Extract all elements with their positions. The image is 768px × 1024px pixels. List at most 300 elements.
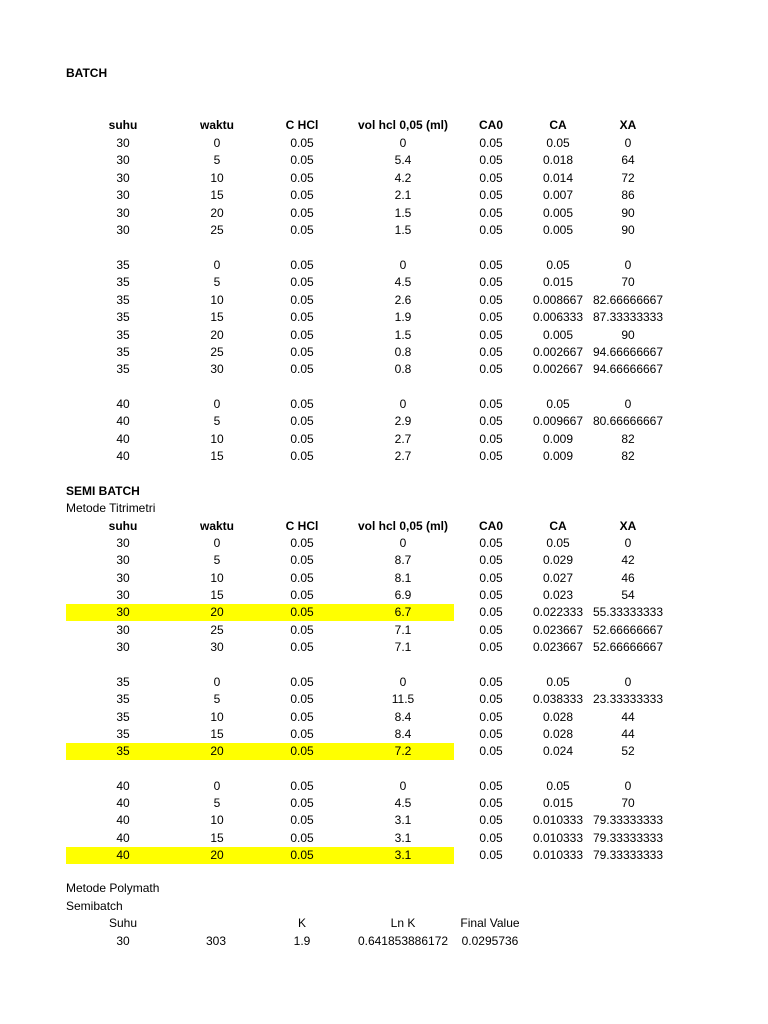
cell-vol-hcl: 0.8 xyxy=(394,362,412,376)
cell-waktu: 5 xyxy=(213,414,221,428)
table-row xyxy=(0,691,768,708)
cell-ca: 0.014 xyxy=(542,171,574,185)
table-row xyxy=(0,344,768,361)
cell-suhu: 30 xyxy=(116,188,130,202)
cell-waktu: 15 xyxy=(210,588,224,602)
cell-c-hcl: 0.05 xyxy=(290,136,314,150)
cell-vol-hcl: 7.1 xyxy=(394,640,412,654)
cell-xa: 52.66666667 xyxy=(592,640,664,654)
table-row xyxy=(0,812,768,829)
cell-ca0: 0.05 xyxy=(479,553,503,567)
cell-xa: 79.33333333 xyxy=(592,831,664,845)
cell-c-hcl: 0.05 xyxy=(290,571,314,585)
cell-ca0: 0.05 xyxy=(479,710,503,724)
cell-waktu: 10 xyxy=(210,813,224,827)
cell-waktu: 5 xyxy=(213,553,221,567)
cell-vol-hcl: 0 xyxy=(399,779,407,793)
cell-c-hcl: 0.05 xyxy=(290,223,314,237)
cell-xa: 82.66666667 xyxy=(592,293,664,307)
table-row xyxy=(0,187,768,204)
cell-vol-hcl: 7.1 xyxy=(394,623,412,637)
cell-vol-hcl: 4.2 xyxy=(394,171,412,185)
cell-waktu: 30 xyxy=(210,640,224,654)
cell-xa: 86 xyxy=(621,188,635,202)
cell-suhu: 40 xyxy=(116,449,130,463)
polymath-row xyxy=(0,933,768,950)
table-row xyxy=(0,830,768,847)
cell-xa: 55.33333333 xyxy=(592,605,664,619)
cell-xa: 0 xyxy=(624,779,632,793)
header-vol-hcl: vol hcl 0,05 (ml) xyxy=(357,519,449,533)
cell-vol-hcl: 11.5 xyxy=(391,692,415,706)
header-k: K xyxy=(297,916,306,930)
cell-waktu: 15 xyxy=(210,310,224,324)
cell-ca: 0.009 xyxy=(542,432,574,446)
cell-c-hcl: 0.05 xyxy=(290,258,314,272)
cell-ca: 0.010333 xyxy=(532,813,584,827)
cell-suhu: 40 xyxy=(116,432,130,446)
cell-c-hcl: 0.05 xyxy=(290,536,314,550)
cell-ca0: 0.05 xyxy=(479,831,503,845)
cell-ca: 0.008667 xyxy=(532,293,584,307)
cell-ca0: 0.05 xyxy=(479,675,503,689)
cell-c-hcl: 0.05 xyxy=(290,553,314,567)
cell-c-hcl: 0.05 xyxy=(290,362,314,376)
table-row xyxy=(0,570,768,587)
table-row xyxy=(0,222,768,239)
cell-xa: 90 xyxy=(621,328,635,342)
cell-ca0: 0.05 xyxy=(479,813,503,827)
cell-suhu: 30 xyxy=(116,640,130,654)
cell-ca0: 0.05 xyxy=(479,310,503,324)
cell-waktu: 15 xyxy=(210,727,224,741)
table-row xyxy=(0,292,768,309)
cell-ca0: 0.05 xyxy=(479,640,503,654)
cell-xa: 72 xyxy=(621,171,635,185)
cell-ln-k: 0.641853886172 xyxy=(357,934,449,948)
semibatch-header-row xyxy=(0,518,768,535)
cell-vol-hcl: 8.4 xyxy=(394,710,412,724)
cell-ca: 0.022333 xyxy=(532,605,584,619)
cell-xa: 70 xyxy=(621,796,635,810)
cell-suhu: 35 xyxy=(116,675,130,689)
cell-ca: 0.023667 xyxy=(532,623,584,637)
cell-c-hcl: 0.05 xyxy=(290,588,314,602)
cell-c-hcl: 0.05 xyxy=(290,345,314,359)
table-row xyxy=(0,674,768,691)
header-c-hcl: C HCl xyxy=(285,519,319,533)
table-row xyxy=(0,413,768,430)
cell-vol-hcl: 0 xyxy=(399,258,407,272)
cell-xa: 94.66666667 xyxy=(592,345,664,359)
cell-vol-hcl: 0 xyxy=(399,675,407,689)
cell-suhu: 30 xyxy=(116,623,130,637)
cell-c-hcl: 0.05 xyxy=(290,744,314,758)
cell-ca0: 0.05 xyxy=(479,727,503,741)
cell-xa: 0 xyxy=(624,136,632,150)
cell-ca0: 0.05 xyxy=(479,449,503,463)
table-row xyxy=(0,847,768,864)
table-row xyxy=(0,795,768,812)
cell-suhu: 40 xyxy=(116,397,130,411)
cell-ca: 0.028 xyxy=(542,710,574,724)
cell-xa: 90 xyxy=(621,206,635,220)
cell-waktu: 0 xyxy=(213,258,221,272)
cell-ca0: 0.05 xyxy=(479,153,503,167)
cell-waktu: 5 xyxy=(213,692,221,706)
cell-vol-hcl: 3.1 xyxy=(394,831,412,845)
table-row xyxy=(0,396,768,413)
cell-vol-hcl: 2.6 xyxy=(394,293,412,307)
cell-waktu: 10 xyxy=(210,171,224,185)
header-vol-hcl: vol hcl 0,05 (ml) xyxy=(357,118,449,132)
table-row xyxy=(0,274,768,291)
cell-vol-hcl: 0.8 xyxy=(394,345,412,359)
cell-waktu: 15 xyxy=(210,449,224,463)
semibatch-method-label: Metode Titrimetri xyxy=(66,501,156,515)
cell-suhu: 30 xyxy=(116,588,130,602)
cell-ca0: 0.05 xyxy=(479,136,503,150)
cell-ca0: 0.05 xyxy=(479,206,503,220)
cell-ca0: 0.05 xyxy=(479,345,503,359)
cell-vol-hcl: 2.9 xyxy=(394,414,412,428)
cell-suhu: 35 xyxy=(116,275,130,289)
table-row xyxy=(0,622,768,639)
semibatch-title: SEMI BATCH xyxy=(66,484,140,498)
cell-c-hcl: 0.05 xyxy=(290,206,314,220)
table-row xyxy=(0,448,768,465)
cell-xa: 80.66666667 xyxy=(592,414,664,428)
cell-c-hcl: 0.05 xyxy=(290,710,314,724)
cell-ca0: 0.05 xyxy=(479,692,503,706)
cell-suhu: 40 xyxy=(116,414,130,428)
cell-vol-hcl: 3.1 xyxy=(394,813,412,827)
header-c-hcl: C HCl xyxy=(285,118,319,132)
cell-c-hcl: 0.05 xyxy=(290,153,314,167)
cell-suhu: 40 xyxy=(116,848,130,862)
cell-ca: 0.009667 xyxy=(532,414,584,428)
cell-vol-hcl: 3.1 xyxy=(394,848,412,862)
cell-waktu: 20 xyxy=(210,848,224,862)
cell-waktu: 20 xyxy=(210,328,224,342)
cell-c-hcl: 0.05 xyxy=(290,328,314,342)
cell-xa: 0 xyxy=(624,675,632,689)
table-row xyxy=(0,309,768,326)
batch-title: BATCH xyxy=(66,66,108,80)
cell-vol-hcl: 0 xyxy=(399,536,407,550)
cell-suhu: 35 xyxy=(116,310,130,324)
cell-waktu: 20 xyxy=(210,206,224,220)
cell-xa: 23.33333333 xyxy=(592,692,664,706)
cell-ca0: 0.05 xyxy=(479,605,503,619)
cell-ca0: 0.05 xyxy=(479,258,503,272)
cell-xa: 64 xyxy=(621,153,635,167)
table-row xyxy=(0,587,768,604)
cell-ca: 0.005 xyxy=(542,206,574,220)
cell-xa: 52.66666667 xyxy=(592,623,664,637)
cell-c-hcl: 0.05 xyxy=(290,188,314,202)
cell-c-hcl: 0.05 xyxy=(290,813,314,827)
cell-suhu: 30 xyxy=(116,553,130,567)
cell-waktu: 20 xyxy=(210,605,224,619)
cell-ca0: 0.05 xyxy=(479,588,503,602)
cell-xa: 94.66666667 xyxy=(592,362,664,376)
polymath-title: Metode Polymath xyxy=(66,881,160,895)
header-empty xyxy=(176,915,256,932)
header-ln-k: Ln K xyxy=(390,916,416,930)
cell-ca: 0.028 xyxy=(542,727,574,741)
cell-suhu: 35 xyxy=(116,692,130,706)
table-row xyxy=(0,257,768,274)
cell-suhu: 30 xyxy=(116,571,130,585)
cell-ca: 0.05 xyxy=(546,675,570,689)
cell-xa: 82 xyxy=(621,432,635,446)
cell-ca0: 0.05 xyxy=(479,536,503,550)
cell-waktu: 20 xyxy=(210,744,224,758)
cell-ca: 0.038333 xyxy=(532,692,584,706)
cell-ca: 0.005 xyxy=(542,328,574,342)
cell-k: 1.9 xyxy=(293,934,311,948)
cell-waktu: 15 xyxy=(210,188,224,202)
table-row xyxy=(0,535,768,552)
cell-ca0: 0.05 xyxy=(479,397,503,411)
cell-ca0: 0.05 xyxy=(479,779,503,793)
cell-xa: 79.33333333 xyxy=(592,848,664,862)
cell-ca: 0.023 xyxy=(542,588,574,602)
cell-xa: 54 xyxy=(621,588,635,602)
cell-final-value: 0.0295736 xyxy=(461,934,519,948)
cell-ca0: 0.05 xyxy=(479,293,503,307)
header-ca0: CA0 xyxy=(478,519,503,533)
cell-ca0: 0.05 xyxy=(479,623,503,637)
cell-ca0: 0.05 xyxy=(479,848,503,862)
cell-vol-hcl: 7.2 xyxy=(394,744,412,758)
cell-ca: 0.018 xyxy=(542,153,574,167)
table-row xyxy=(0,135,768,152)
header-ca: CA xyxy=(549,519,567,533)
cell-c-hcl: 0.05 xyxy=(290,310,314,324)
polymath-subtitle: Semibatch xyxy=(66,899,123,913)
cell-vol-hcl: 4.5 xyxy=(394,796,412,810)
cell-vol-hcl: 4.5 xyxy=(394,275,412,289)
cell-suhu: 35 xyxy=(116,362,130,376)
cell-vol-hcl: 2.7 xyxy=(394,432,412,446)
cell-ca: 0.006333 xyxy=(532,310,584,324)
cell-suhu: 30 xyxy=(116,223,130,237)
table-row xyxy=(0,552,768,569)
cell-waktu: 0 xyxy=(213,536,221,550)
polymath-header-row xyxy=(0,915,768,932)
cell-c-hcl: 0.05 xyxy=(290,397,314,411)
cell-suhu: 35 xyxy=(116,710,130,724)
cell-c-hcl: 0.05 xyxy=(290,675,314,689)
cell-c-hcl: 0.05 xyxy=(290,796,314,810)
cell-ca0: 0.05 xyxy=(479,362,503,376)
header-ca0: CA0 xyxy=(478,118,503,132)
cell-ca: 0.015 xyxy=(542,275,574,289)
table-row xyxy=(0,778,768,795)
cell-c-hcl: 0.05 xyxy=(290,275,314,289)
cell-xa: 44 xyxy=(621,710,635,724)
cell-suhu: 35 xyxy=(116,293,130,307)
cell-ca0: 0.05 xyxy=(479,796,503,810)
cell-ca: 0.002667 xyxy=(532,362,584,376)
header-ca: CA xyxy=(549,118,567,132)
table-row xyxy=(0,327,768,344)
header-waktu: waktu xyxy=(199,118,234,132)
cell-xa: 70 xyxy=(621,275,635,289)
cell-waktu: 25 xyxy=(210,223,224,237)
cell-suhu: 30 xyxy=(116,605,130,619)
cell-xa: 79.33333333 xyxy=(592,813,664,827)
cell-waktu: 10 xyxy=(210,293,224,307)
cell-ca: 0.023667 xyxy=(532,640,584,654)
cell-waktu: 5 xyxy=(213,275,221,289)
cell-c-hcl: 0.05 xyxy=(290,449,314,463)
cell-waktu: 10 xyxy=(210,432,224,446)
cell-c-hcl: 0.05 xyxy=(290,848,314,862)
cell-c-hcl: 0.05 xyxy=(290,432,314,446)
cell-waktu: 0 xyxy=(213,136,221,150)
cell-waktu: 5 xyxy=(213,796,221,810)
table-row xyxy=(0,152,768,169)
header-xa: XA xyxy=(619,118,637,132)
cell-vol-hcl: 8.4 xyxy=(394,727,412,741)
cell-vol-hcl: 5.4 xyxy=(394,153,412,167)
cell-waktu: 30 xyxy=(210,362,224,376)
cell-vol-hcl: 8.1 xyxy=(394,571,412,585)
cell-vol-hcl: 6.7 xyxy=(394,605,412,619)
cell-vol-hcl: 1.5 xyxy=(394,328,412,342)
cell-waktu: 25 xyxy=(210,623,224,637)
cell-ca: 0.010333 xyxy=(532,848,584,862)
cell-c-hcl: 0.05 xyxy=(290,779,314,793)
cell-vol-hcl: 1.5 xyxy=(394,206,412,220)
cell-suhu: 35 xyxy=(116,345,130,359)
cell-ca: 0.027 xyxy=(542,571,574,585)
cell-xa: 0 xyxy=(624,397,632,411)
header-suhu: Suhu xyxy=(108,916,138,930)
cell-ca: 0.05 xyxy=(546,779,570,793)
cell-vol-hcl: 0 xyxy=(399,397,407,411)
cell-c-hcl: 0.05 xyxy=(290,605,314,619)
table-row xyxy=(0,205,768,222)
cell-ca: 0.05 xyxy=(546,397,570,411)
cell-ca0: 0.05 xyxy=(479,744,503,758)
cell-ca: 0.029 xyxy=(542,553,574,567)
cell-ca0: 0.05 xyxy=(479,571,503,585)
cell-ca0: 0.05 xyxy=(479,275,503,289)
cell-ca: 0.024 xyxy=(542,744,574,758)
cell-c-hcl: 0.05 xyxy=(290,727,314,741)
cell-ca0: 0.05 xyxy=(479,414,503,428)
cell-xa: 87.33333333 xyxy=(592,310,664,324)
cell-c-hcl: 0.05 xyxy=(290,171,314,185)
cell-suhu: 40 xyxy=(116,796,130,810)
cell-waktu: 25 xyxy=(210,345,224,359)
cell-ca: 0.009 xyxy=(542,449,574,463)
cell-vol-hcl: 8.7 xyxy=(394,553,412,567)
cell-waktu: 15 xyxy=(210,831,224,845)
cell-suhu: 40 xyxy=(116,779,130,793)
cell-c-hcl: 0.05 xyxy=(290,640,314,654)
cell-vol-hcl: 2.1 xyxy=(394,188,412,202)
cell-ca: 0.002667 xyxy=(532,345,584,359)
cell-waktu: 0 xyxy=(213,675,221,689)
cell-ca: 0.05 xyxy=(546,136,570,150)
table-row xyxy=(0,743,768,760)
cell-ca: 0.015 xyxy=(542,796,574,810)
table-row xyxy=(0,361,768,378)
cell-ca: 0.05 xyxy=(546,258,570,272)
cell-xa: 52 xyxy=(621,744,635,758)
table-row xyxy=(0,726,768,743)
cell-waktu: 0 xyxy=(213,779,221,793)
table-row xyxy=(0,709,768,726)
cell-waktu: 10 xyxy=(210,710,224,724)
cell-waktu: 0 xyxy=(213,397,221,411)
cell-c-hcl: 0.05 xyxy=(290,831,314,845)
cell-suhu: 30 xyxy=(116,536,130,550)
table-row xyxy=(0,639,768,656)
cell-ca: 0.010333 xyxy=(532,831,584,845)
cell-suhu: 35 xyxy=(116,328,130,342)
table-row xyxy=(0,431,768,448)
cell-suhu: 30 xyxy=(116,934,130,948)
cell-ca0: 0.05 xyxy=(479,432,503,446)
cell-vol-hcl: 1.5 xyxy=(394,223,412,237)
cell-vol-hcl: 2.7 xyxy=(394,449,412,463)
cell-suhu: 40 xyxy=(116,813,130,827)
cell-suhu: 35 xyxy=(116,744,130,758)
header-xa: XA xyxy=(619,519,637,533)
cell-suhu: 30 xyxy=(116,206,130,220)
cell-xa: 82 xyxy=(621,449,635,463)
header-final-value: Final Value xyxy=(460,916,520,930)
cell-suhu: 40 xyxy=(116,831,130,845)
cell-vol-hcl: 6.9 xyxy=(394,588,412,602)
cell-ca0: 0.05 xyxy=(479,223,503,237)
cell-c-hcl: 0.05 xyxy=(290,692,314,706)
cell-ca: 0.05 xyxy=(546,536,570,550)
cell-vol-hcl: 0 xyxy=(399,136,407,150)
cell-ca0: 0.05 xyxy=(479,171,503,185)
table-row xyxy=(0,170,768,187)
header-waktu: waktu xyxy=(199,519,234,533)
cell-c-hcl: 0.05 xyxy=(290,623,314,637)
cell-waktu: 10 xyxy=(210,571,224,585)
cell-xa: 44 xyxy=(621,727,635,741)
cell-xa: 0 xyxy=(624,258,632,272)
cell-waktu: 5 xyxy=(213,153,221,167)
cell-c-hcl: 0.05 xyxy=(290,414,314,428)
cell-xa: 42 xyxy=(621,553,635,567)
cell-ca: 0.007 xyxy=(542,188,574,202)
batch-header-row xyxy=(0,117,768,134)
header-suhu: suhu xyxy=(108,118,138,132)
cell-suhu: 30 xyxy=(116,171,130,185)
table-row xyxy=(0,604,768,621)
cell-xa: 90 xyxy=(621,223,635,237)
cell-xa: 46 xyxy=(621,571,635,585)
cell-ca0: 0.05 xyxy=(479,188,503,202)
cell-suhu: 30 xyxy=(116,136,130,150)
cell-suhu: 30 xyxy=(116,153,130,167)
cell-vol-hcl: 1.9 xyxy=(394,310,412,324)
cell-ca0: 0.05 xyxy=(479,328,503,342)
cell-c-hcl: 0.05 xyxy=(290,293,314,307)
cell-ca: 0.005 xyxy=(542,223,574,237)
